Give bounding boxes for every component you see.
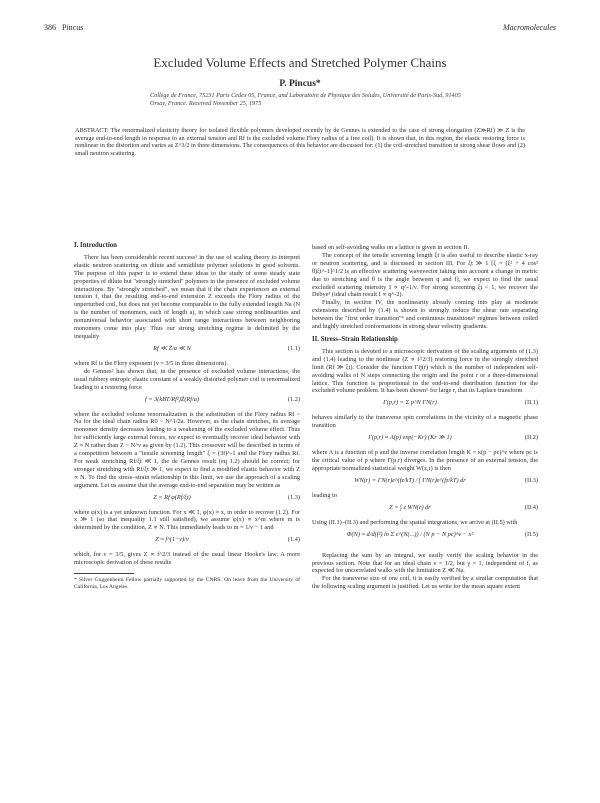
abstract: ABSTRACT: The renormalized elasticity theory for isolated flexible polymers developed recently by de Gennes is extended to the case of strong elongation (Z≫Rf) ≫ Z is the average end-to-end length in response to an external tension and Rf is the excluded volume Flory radius of a free coil). It is shown that, in this region, the elastic restoring force is nonlinear in the distortion and varies as Z^3/2 in three dimensions. The consequences of this behavior are discussed for: (1) the coil-stretched transition in strong shear flows and (2) small neutron scattering. (75, 127, 525, 158)
equation-number: (II.5) (524, 530, 538, 538)
equation-body: Z ≈ f^(1−ν)/ν (155, 536, 189, 544)
equation-number: (II.2) (524, 434, 538, 442)
paragraph: where Rf is the Flory exponent (ν = 3/5 in three dimensions). (74, 359, 228, 367)
section-heading-introduction: I. Introduction (74, 242, 117, 249)
paragraph: based on self-avoiding walks on a lattice is given in section II. (312, 244, 470, 251)
running-head (44, 22, 556, 34)
footnote-rule (74, 573, 134, 574)
footnote: * Silver Guggenheim Fellow partially supported by the CNRS. On leave from the University of California, Los Angeles. (74, 577, 300, 590)
paragraph: The concept of the tensile screening length ξt is also useful to describe elastic x-ray or neutron scattering, and is discussed in section III. For ξt ≫ 1 [ξ = (ξ² + 4 cos² θ)ξt^-1]^1/2 is an effective scattering wavevector taking into account a change in metric due to stretching and θ is the angle between q and f], we expect to find the usual excluded scattering intensity I ∝ q^-1/ν. For strong screening ξt < 1, we recover the Debye³ (ideal chain result I ∝ q^-2). (312, 251, 538, 299)
paragraph: Finally, in section IV, the nonlinearity already coming into play at moderate extensions described by (1.4) is shown to strongly reduce the shear rate separating between the "first order transition"⁴ and continuous transitions⁵ regimes between coiled and highly stretched conformations in strong shear velocity gradients. (312, 299, 538, 331)
paragraph: Replacing the sum by an integral, we easily verify the scaling behavior in the previous section. Note that for an ideal chain ν = 1/2, but γ = 1, independent of f, as expected for uncorrelated walks with the limitation Z ≪ Na. (312, 551, 538, 575)
equation-number: (1.4) (287, 536, 300, 544)
equation-number: (II.1) (524, 399, 538, 407)
left-column (74, 242, 300, 591)
equation-1-3 (74, 494, 300, 505)
paragraph: behaves similarly to the transverse spin correlations in the vicinity of a magnetic phase transition (312, 414, 538, 430)
equation-number: (II.3) (524, 476, 538, 484)
article-title: Excluded Volume Effects and Stretched Polymer Chains (153, 55, 447, 70)
paragraph: where A is a function of p and the inverse correlation length K = κ(p − pc)^ν where pc is the critical value of p where Γ(p,r) diverges. In the presence of an external tension, the appropriate normalized statistical weight W(z,r) is then (312, 449, 538, 472)
equation-number: (1.1) (287, 344, 300, 352)
equation-2-2 (312, 434, 538, 445)
equation-1-1 (74, 345, 300, 356)
paragraph: Using (II.1)–(II.3) and performing the spatial integrations, we arrive at (II.5) with (312, 518, 518, 526)
running-author: Pincus (62, 23, 84, 32)
paragraph: which, for ν = 3/5, gives Z ∝ f^2/3 instead of the usual linear Hooke's law. A more microscopic derivation of these results (74, 551, 300, 567)
equation-body: f = 3(kBT/Rf²)Z̄(Rf/a) (144, 395, 200, 403)
author-affiliation: Collège de France, 75231 Paris Cedex 05, France, and Laboratoire de Physique des Solides, Université de Paris-Sud, 91405 Orsay, France. Received November 25, 1975 (150, 92, 461, 107)
equation-body: Φ(N) ≈ d/d(f²) ln Σ e^(N(...)) / (N p − N pc)^ν − x² (346, 530, 474, 538)
equation-2-5 (312, 531, 538, 548)
equation-2-3 (312, 477, 538, 488)
paragraph: For the transverse size of one coil, it is easily verified by a similar computation that the following scaling argument is justified. Let us write for the mean square extent (312, 575, 538, 591)
equation-number: (II.4) (524, 503, 538, 511)
section-heading-stress-strain: II. Stress–Strain Relationship (312, 335, 398, 343)
paragraph: There has been considerable recent success¹ in the use of scaling theory to interpret elastic neutron scattering on dilute and semidilute polymer solutions in good solvents. The purpose of this paper is to extend these ideas to the study of some steady state properties of dilute but "strongly stretched" polymers in the presence of excluded volume interactions. By "strongly stretched", we mean that if the chain experiences an external tension f, that the resulting end-to-end extension Z exceeds the Flory radius of the unperturbed coil, but does not yet become comparable to the fully extended length Na (N is the number of monomers, each of length a), in which case strong nonlinearities and nonuniversal behavior associated with short range interactions between neighboring monomers come into play. Thus our strong stretching regime is delimited by the inequality (74, 253, 300, 340)
equation-1-4 (74, 536, 300, 547)
equation-1-2 (74, 396, 300, 407)
journal-name: Macromolecules (502, 23, 556, 32)
equation-number: (1.3) (287, 493, 300, 501)
equation-body: Z = Rf φ(Rf/ξt) (153, 493, 191, 501)
paragraph: de Gennes² has shown that, in the presence of excluded volume interactions, the usual rubbery entropic elastic constant of a weakly distorted polymer coil is renormalized leading to a restoring force (74, 367, 300, 391)
equation-body: Rf ≪ Z̄/a ≪ N (153, 344, 191, 352)
page-number: 386 (44, 23, 56, 32)
paragraph: where φ(x) is a yet unknown function. For x ≪ 1, φ(x) ≈ x, in order to recover (1.2). For x ≫ 1 (so that inequality 1.1 still satisfied), we assume φ(x) ∝ x^m where m is determined by the condition, Z ∝ N. This immediately leads to m = 1/ν − 1 and (74, 508, 300, 532)
equation-2-4 (312, 504, 538, 515)
equation-body: WN(r) = ΓN(r)e^(fz/kT) / ∫ ΓN(r)e^(fz/kT) dr (354, 476, 466, 484)
article-author: P. Pincus* (279, 79, 321, 89)
paragraph: This section is devoted to a microscopic derivation of the scaling arguments of (1.3) and (1.4) leading to the nonlinear (Z ∝ f^2/3) restoring force in the strongly stretched limit (Rf ≫ ξt). Consider the function Γij(r) which is the number of independent self-avoiding walks of N steps connecting the origin and the point r or a three-dimensional lattice. This function is proportional to the end-to-end distribution function for the excluded volume problem. It has been shown⁶ for large r, that its Laplace transform (312, 347, 538, 395)
paragraph: leading to (312, 491, 338, 499)
paragraph: where the excluded volume renormalization is the substitution of the Flory radius Rf ~ Na for the ideal chain radius R0 ~ N^1/2a. However, as the chain stretches, its average monomer density decreases leading to a weakening of the excluded volume effect. Thus for sufficiently large external forces, we expect to eventually recover ideal behavior with Z ≈ N rather than Z ~ N^ν as given by (1.2). This crossover will be described in terms of a competition between a "tensile screening length" ξ = (3f)^-1 and the Flory radius Rf. For weak stretching Rf/ξt ≪ 1, the de Gennes result (eq 1.2) should be correct; for stronger stretching with Rf/ξt ≫ 1, we expect to find a modified elastic behavior with Z ∝ N. To find the stress–strain relationship in this limit, we use the approach of a scaling argument. Let us assume that the average end-to-end separation may be written as (74, 410, 300, 489)
right-column (312, 244, 538, 591)
equation-2-1 (312, 399, 538, 410)
equation-body: Γ(p,r) = Σ p^N ΓN(r) (383, 399, 437, 407)
equation-body: Z = ∫ z WN(r) dr (389, 503, 431, 511)
equation-body: Γ(p,r) ≈ A(p) exp(−Kr) (Kr ≫ 1) (368, 434, 452, 442)
equation-number: (1.2) (287, 395, 300, 403)
